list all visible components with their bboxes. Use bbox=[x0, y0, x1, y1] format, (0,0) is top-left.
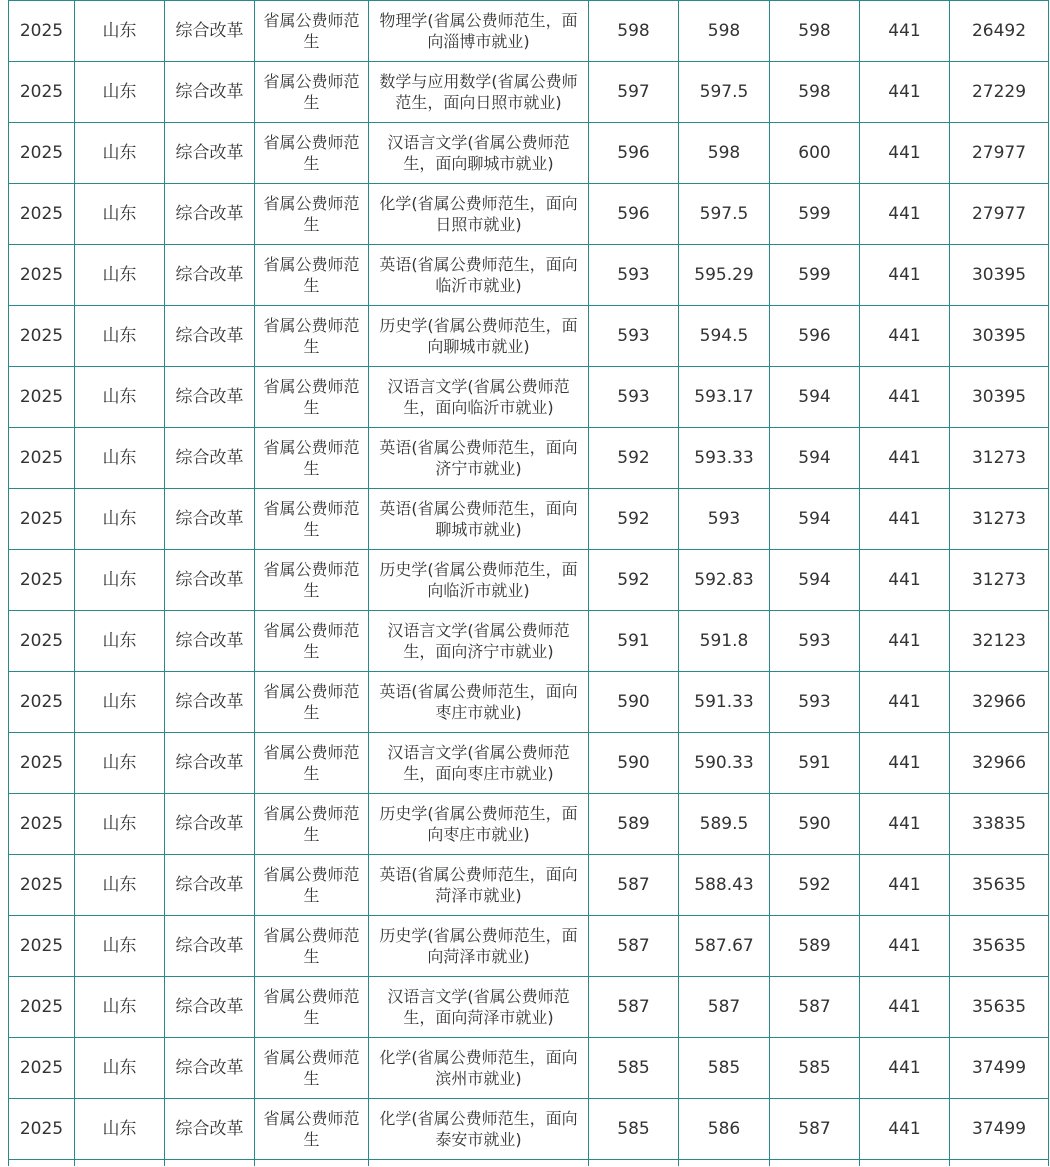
max-score-cell bbox=[770, 1160, 860, 1167]
category-cell: 综合改革 bbox=[165, 977, 255, 1038]
category-cell: 综合改革 bbox=[165, 550, 255, 611]
control-line-cell: 441 bbox=[860, 428, 950, 489]
year-cell: 2025 bbox=[9, 672, 75, 733]
min-score-cell: 593 bbox=[589, 306, 679, 367]
category-cell: 综合改革 bbox=[165, 1, 255, 62]
avg-score-cell: 593 bbox=[679, 489, 770, 550]
min-score-cell: 593 bbox=[589, 245, 679, 306]
min-rank-cell: 30395 bbox=[950, 306, 1049, 367]
max-score-cell: 599 bbox=[770, 184, 860, 245]
control-line-cell: 441 bbox=[860, 977, 950, 1038]
batch-cell: 省属公费师范生 bbox=[255, 306, 369, 367]
avg-score-cell: 593.17 bbox=[679, 367, 770, 428]
min-score-cell: 590 bbox=[589, 672, 679, 733]
control-line-cell: 441 bbox=[860, 184, 950, 245]
max-score-cell: 600 bbox=[770, 123, 860, 184]
control-line-cell: 441 bbox=[860, 123, 950, 184]
province-cell: 山东 bbox=[75, 367, 165, 428]
min-rank-cell: 35635 bbox=[950, 916, 1049, 977]
control-line-cell: 441 bbox=[860, 794, 950, 855]
category-cell: 综合改革 bbox=[165, 794, 255, 855]
major-cell: 英语(省属公费师范生，面向聊城市就业) bbox=[369, 489, 589, 550]
batch-cell: 省属公费师范生 bbox=[255, 733, 369, 794]
batch-cell: 省属公费师范生 bbox=[255, 916, 369, 977]
major-cell: 汉语言文学(省属公费师范生，面向济宁市就业) bbox=[369, 611, 589, 672]
min-score-cell: 591 bbox=[589, 611, 679, 672]
min-score-cell: 589 bbox=[589, 794, 679, 855]
avg-score-cell: 598 bbox=[679, 123, 770, 184]
major-cell: 数学与应用数学(省属公费师范生，面向日照市就业) bbox=[369, 62, 589, 123]
category-cell: 综合改革 bbox=[165, 855, 255, 916]
min-rank-cell: 35635 bbox=[950, 855, 1049, 916]
major-cell: 化学(省属公费师范生，面向泰安市就业) bbox=[369, 1099, 589, 1160]
category-cell: 综合改革 bbox=[165, 184, 255, 245]
max-score-cell: 594 bbox=[770, 428, 860, 489]
table-row bbox=[9, 1038, 1049, 1099]
year-cell: 2025 bbox=[9, 916, 75, 977]
major-cell: 汉语言文学(省属公费师范生，面向临沂市就业) bbox=[369, 367, 589, 428]
min-score-cell: 587 bbox=[589, 977, 679, 1038]
category-cell bbox=[165, 1160, 255, 1167]
year-cell: 2025 bbox=[9, 794, 75, 855]
year-cell: 2025 bbox=[9, 1, 75, 62]
table-row bbox=[9, 489, 1049, 550]
min-rank-cell: 27977 bbox=[950, 123, 1049, 184]
min-score-cell bbox=[589, 1160, 679, 1167]
control-line-cell: 441 bbox=[860, 855, 950, 916]
control-line-cell: 441 bbox=[860, 916, 950, 977]
major-cell: 化学(省属公费师范生，面向滨州市就业) bbox=[369, 1038, 589, 1099]
max-score-cell: 599 bbox=[770, 245, 860, 306]
avg-score-cell: 595.29 bbox=[679, 245, 770, 306]
min-rank-cell: 35635 bbox=[950, 977, 1049, 1038]
year-cell: 2025 bbox=[9, 855, 75, 916]
table-row bbox=[9, 550, 1049, 611]
category-cell: 综合改革 bbox=[165, 306, 255, 367]
min-rank-cell: 37499 bbox=[950, 1038, 1049, 1099]
table-body bbox=[9, 1, 1049, 1167]
category-cell: 综合改革 bbox=[165, 1038, 255, 1099]
major-cell: 物理学(省属公费师范生，面向淄博市就业) bbox=[369, 1, 589, 62]
category-cell: 综合改革 bbox=[165, 428, 255, 489]
major-cell: 英语(省属公费师范生，面向枣庄市就业) bbox=[369, 672, 589, 733]
category-cell: 综合改革 bbox=[165, 489, 255, 550]
major-cell: 英语(省属公费师范生，面向临沂市就业) bbox=[369, 245, 589, 306]
min-score-cell: 592 bbox=[589, 489, 679, 550]
min-rank-cell: 27229 bbox=[950, 62, 1049, 123]
max-score-cell: 594 bbox=[770, 489, 860, 550]
table-row bbox=[9, 672, 1049, 733]
category-cell: 综合改革 bbox=[165, 245, 255, 306]
min-rank-cell: 31273 bbox=[950, 428, 1049, 489]
category-cell: 综合改革 bbox=[165, 367, 255, 428]
year-cell bbox=[9, 1160, 75, 1167]
table-row bbox=[9, 611, 1049, 672]
control-line-cell bbox=[860, 1160, 950, 1167]
table-row bbox=[9, 184, 1049, 245]
category-cell: 综合改革 bbox=[165, 611, 255, 672]
year-cell: 2025 bbox=[9, 489, 75, 550]
major-cell: 汉语言文学(省属公费师范生，面向菏泽市就业) bbox=[369, 977, 589, 1038]
control-line-cell: 441 bbox=[860, 611, 950, 672]
avg-score-cell: 590.33 bbox=[679, 733, 770, 794]
province-cell: 山东 bbox=[75, 611, 165, 672]
category-cell: 综合改革 bbox=[165, 62, 255, 123]
table-row bbox=[9, 123, 1049, 184]
major-cell: 英语(省属公费师范生，面向济宁市就业) bbox=[369, 428, 589, 489]
min-rank-cell: 32966 bbox=[950, 733, 1049, 794]
province-cell: 山东 bbox=[75, 855, 165, 916]
province-cell: 山东 bbox=[75, 62, 165, 123]
min-score-cell: 596 bbox=[589, 184, 679, 245]
min-rank-cell bbox=[950, 1160, 1049, 1167]
batch-cell: 省属公费师范生 bbox=[255, 672, 369, 733]
table-row bbox=[9, 1099, 1049, 1160]
province-cell: 山东 bbox=[75, 184, 165, 245]
category-cell: 综合改革 bbox=[165, 733, 255, 794]
table-row bbox=[9, 245, 1049, 306]
year-cell: 2025 bbox=[9, 123, 75, 184]
year-cell: 2025 bbox=[9, 367, 75, 428]
max-score-cell: 596 bbox=[770, 306, 860, 367]
min-score-cell: 585 bbox=[589, 1099, 679, 1160]
avg-score-cell: 594.5 bbox=[679, 306, 770, 367]
batch-cell: 省属公费师范生 bbox=[255, 245, 369, 306]
year-cell: 2025 bbox=[9, 1038, 75, 1099]
avg-score-cell: 592.83 bbox=[679, 550, 770, 611]
year-cell: 2025 bbox=[9, 550, 75, 611]
major-cell: 英语(省属公费师范生，面向菏泽市就业) bbox=[369, 855, 589, 916]
province-cell: 山东 bbox=[75, 245, 165, 306]
control-line-cell: 441 bbox=[860, 733, 950, 794]
min-score-cell: 596 bbox=[589, 123, 679, 184]
batch-cell: 省属公费师范生 bbox=[255, 1099, 369, 1160]
table-row bbox=[9, 62, 1049, 123]
min-rank-cell: 32123 bbox=[950, 611, 1049, 672]
avg-score-cell: 597.5 bbox=[679, 184, 770, 245]
major-cell: 汉语言文学(省属公费师范生，面向聊城市就业) bbox=[369, 123, 589, 184]
min-score-cell: 587 bbox=[589, 855, 679, 916]
min-rank-cell: 37499 bbox=[950, 1099, 1049, 1160]
year-cell: 2025 bbox=[9, 733, 75, 794]
year-cell: 2025 bbox=[9, 1099, 75, 1160]
province-cell: 山东 bbox=[75, 428, 165, 489]
category-cell: 综合改革 bbox=[165, 672, 255, 733]
province-cell: 山东 bbox=[75, 550, 165, 611]
min-score-cell: 597 bbox=[589, 62, 679, 123]
year-cell: 2025 bbox=[9, 611, 75, 672]
avg-score-cell: 593.33 bbox=[679, 428, 770, 489]
max-score-cell: 592 bbox=[770, 855, 860, 916]
min-score-cell: 593 bbox=[589, 367, 679, 428]
batch-cell: 省属公费师范生 bbox=[255, 184, 369, 245]
min-rank-cell: 26492 bbox=[950, 1, 1049, 62]
min-score-cell: 592 bbox=[589, 428, 679, 489]
major-cell: 历史学(省属公费师范生，面向临沂市就业) bbox=[369, 550, 589, 611]
min-rank-cell: 27977 bbox=[950, 184, 1049, 245]
max-score-cell: 594 bbox=[770, 367, 860, 428]
max-score-cell: 590 bbox=[770, 794, 860, 855]
province-cell: 山东 bbox=[75, 733, 165, 794]
avg-score-cell bbox=[679, 1160, 770, 1167]
control-line-cell: 441 bbox=[860, 367, 950, 428]
min-score-cell: 585 bbox=[589, 1038, 679, 1099]
max-score-cell: 587 bbox=[770, 1099, 860, 1160]
table-row bbox=[9, 428, 1049, 489]
table-row bbox=[9, 306, 1049, 367]
control-line-cell: 441 bbox=[860, 672, 950, 733]
admission-scores-table bbox=[8, 0, 1049, 1166]
min-rank-cell: 31273 bbox=[950, 489, 1049, 550]
max-score-cell: 587 bbox=[770, 977, 860, 1038]
max-score-cell: 598 bbox=[770, 1, 860, 62]
category-cell: 综合改革 bbox=[165, 916, 255, 977]
control-line-cell: 441 bbox=[860, 489, 950, 550]
min-score-cell: 592 bbox=[589, 550, 679, 611]
min-score-cell: 590 bbox=[589, 733, 679, 794]
year-cell: 2025 bbox=[9, 184, 75, 245]
batch-cell bbox=[255, 1160, 369, 1167]
batch-cell: 省属公费师范生 bbox=[255, 611, 369, 672]
min-score-cell: 587 bbox=[589, 916, 679, 977]
min-rank-cell: 30395 bbox=[950, 245, 1049, 306]
table-row bbox=[9, 733, 1049, 794]
province-cell: 山东 bbox=[75, 794, 165, 855]
min-rank-cell: 32966 bbox=[950, 672, 1049, 733]
major-cell bbox=[369, 1160, 589, 1167]
batch-cell: 省属公费师范生 bbox=[255, 1, 369, 62]
avg-score-cell: 591.8 bbox=[679, 611, 770, 672]
avg-score-cell: 597.5 bbox=[679, 62, 770, 123]
table-row bbox=[9, 794, 1049, 855]
major-cell: 历史学(省属公费师范生，面向聊城市就业) bbox=[369, 306, 589, 367]
major-cell: 历史学(省属公费师范生，面向菏泽市就业) bbox=[369, 916, 589, 977]
batch-cell: 省属公费师范生 bbox=[255, 977, 369, 1038]
control-line-cell: 441 bbox=[860, 306, 950, 367]
max-score-cell: 594 bbox=[770, 550, 860, 611]
table-row bbox=[9, 855, 1049, 916]
batch-cell: 省属公费师范生 bbox=[255, 855, 369, 916]
max-score-cell: 585 bbox=[770, 1038, 860, 1099]
batch-cell: 省属公费师范生 bbox=[255, 367, 369, 428]
year-cell: 2025 bbox=[9, 306, 75, 367]
avg-score-cell: 588.43 bbox=[679, 855, 770, 916]
major-cell: 历史学(省属公费师范生，面向枣庄市就业) bbox=[369, 794, 589, 855]
control-line-cell: 441 bbox=[860, 1099, 950, 1160]
province-cell bbox=[75, 1160, 165, 1167]
year-cell: 2025 bbox=[9, 428, 75, 489]
control-line-cell: 441 bbox=[860, 245, 950, 306]
control-line-cell: 441 bbox=[860, 62, 950, 123]
control-line-cell: 441 bbox=[860, 1038, 950, 1099]
province-cell: 山东 bbox=[75, 123, 165, 184]
batch-cell: 省属公费师范生 bbox=[255, 794, 369, 855]
category-cell: 综合改革 bbox=[165, 123, 255, 184]
province-cell: 山东 bbox=[75, 916, 165, 977]
batch-cell: 省属公费师范生 bbox=[255, 489, 369, 550]
province-cell: 山东 bbox=[75, 1, 165, 62]
year-cell: 2025 bbox=[9, 62, 75, 123]
control-line-cell: 441 bbox=[860, 550, 950, 611]
control-line-cell: 441 bbox=[860, 1, 950, 62]
avg-score-cell: 585 bbox=[679, 1038, 770, 1099]
avg-score-cell: 589.5 bbox=[679, 794, 770, 855]
table-row bbox=[9, 916, 1049, 977]
major-cell: 化学(省属公费师范生，面向日照市就业) bbox=[369, 184, 589, 245]
category-cell: 综合改革 bbox=[165, 1099, 255, 1160]
batch-cell: 省属公费师范生 bbox=[255, 123, 369, 184]
province-cell: 山东 bbox=[75, 672, 165, 733]
max-score-cell: 589 bbox=[770, 916, 860, 977]
table-row bbox=[9, 367, 1049, 428]
max-score-cell: 591 bbox=[770, 733, 860, 794]
min-rank-cell: 33835 bbox=[950, 794, 1049, 855]
min-rank-cell: 30395 bbox=[950, 367, 1049, 428]
batch-cell: 省属公费师范生 bbox=[255, 62, 369, 123]
batch-cell: 省属公费师范生 bbox=[255, 550, 369, 611]
batch-cell: 省属公费师范生 bbox=[255, 428, 369, 489]
year-cell: 2025 bbox=[9, 245, 75, 306]
max-score-cell: 593 bbox=[770, 672, 860, 733]
province-cell: 山东 bbox=[75, 306, 165, 367]
year-cell: 2025 bbox=[9, 977, 75, 1038]
max-score-cell: 593 bbox=[770, 611, 860, 672]
avg-score-cell: 587 bbox=[679, 977, 770, 1038]
batch-cell: 省属公费师范生 bbox=[255, 1038, 369, 1099]
province-cell: 山东 bbox=[75, 1099, 165, 1160]
province-cell: 山东 bbox=[75, 489, 165, 550]
table-row-partial bbox=[9, 1160, 1049, 1167]
max-score-cell: 598 bbox=[770, 62, 860, 123]
major-cell: 汉语言文学(省属公费师范生，面向枣庄市就业) bbox=[369, 733, 589, 794]
table-row bbox=[9, 1, 1049, 62]
min-score-cell: 598 bbox=[589, 1, 679, 62]
avg-score-cell: 586 bbox=[679, 1099, 770, 1160]
table-row bbox=[9, 977, 1049, 1038]
avg-score-cell: 587.67 bbox=[679, 916, 770, 977]
avg-score-cell: 598 bbox=[679, 1, 770, 62]
province-cell: 山东 bbox=[75, 977, 165, 1038]
avg-score-cell: 591.33 bbox=[679, 672, 770, 733]
min-rank-cell: 31273 bbox=[950, 550, 1049, 611]
province-cell: 山东 bbox=[75, 1038, 165, 1099]
